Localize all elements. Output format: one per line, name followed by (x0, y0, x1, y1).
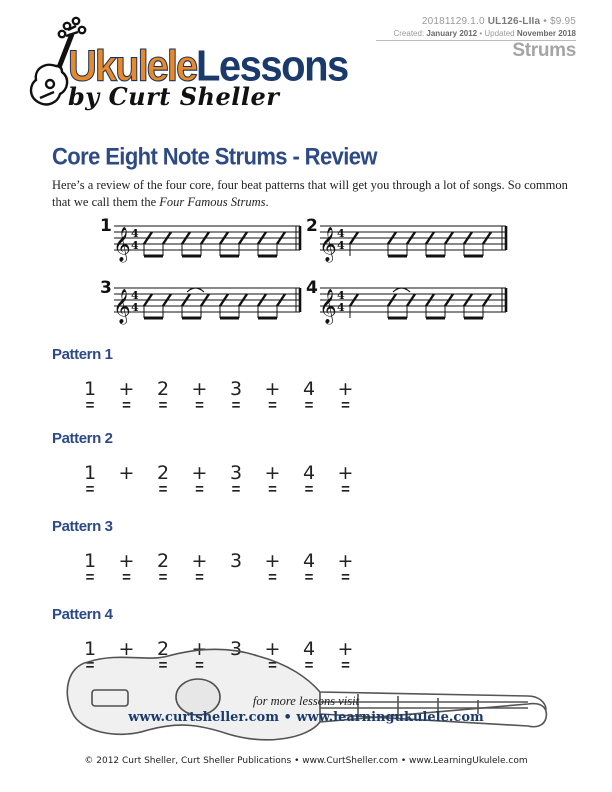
beat-label: 1 (83, 638, 97, 660)
logo-word-lessons: Lessons (196, 41, 348, 91)
time-signature-top: 4 (131, 227, 139, 240)
pattern-heading: Pattern 3 (52, 518, 113, 535)
strum-mark: = (268, 481, 277, 498)
strum-mark: = (341, 657, 350, 674)
strum-mark: = (268, 397, 277, 414)
beat-count (109, 550, 145, 584)
beat-count (291, 378, 327, 412)
strum-mark: = (304, 569, 314, 586)
beat-label: + (118, 462, 135, 484)
pattern-heading: Pattern 1 (52, 346, 113, 363)
notation-measure (306, 278, 506, 325)
time-signature-bottom: 4 (131, 239, 139, 252)
beat-label: + (191, 378, 208, 400)
treble-clef-icon: 𝄞 (319, 227, 337, 262)
no-strum (109, 484, 145, 496)
price: $9.95 (549, 16, 576, 27)
measure-number: 1 (100, 216, 112, 236)
beat-count (72, 378, 108, 412)
product-code: UL126-LIIa (487, 16, 541, 27)
beat-label: + (337, 378, 354, 400)
beat-label: + (337, 462, 354, 484)
treble-clef-icon: 𝄞 (113, 227, 131, 262)
logo-byline: by Curt Sheller (68, 82, 280, 111)
link-separator: • (283, 710, 292, 725)
ukulele-outline-icon (58, 622, 558, 752)
strum-mark: = (85, 397, 95, 414)
time-signature-top: 4 (337, 289, 345, 302)
strum-mark: = (341, 569, 350, 586)
beat-count (218, 462, 254, 496)
strum-mark: = (195, 481, 204, 498)
beat-label: + (264, 638, 281, 660)
beat-label: 1 (83, 378, 97, 400)
strum-mark: = (158, 397, 168, 414)
beat-label: 3 (229, 378, 243, 400)
created-date: January 2012 (426, 29, 478, 38)
time-signature-bottom: 4 (337, 239, 345, 252)
strum-mark: = (195, 657, 204, 674)
beat-count (291, 550, 327, 584)
footer-links (0, 710, 612, 725)
measure-number: 2 (306, 216, 318, 236)
beat-label: 2 (156, 462, 170, 484)
notation-measure (100, 216, 300, 263)
notation-measure (306, 216, 506, 263)
beat-count (255, 462, 291, 496)
strum-mark: = (85, 657, 95, 674)
strum-mark: = (341, 481, 350, 498)
beat-count (145, 550, 181, 584)
strum-mark: = (231, 397, 241, 414)
beat-label: 2 (156, 378, 170, 400)
treble-clef-icon: 𝄞 (113, 289, 131, 324)
beat-label: + (264, 550, 281, 572)
beat-label: 4 (302, 550, 316, 572)
strum-mark: = (158, 657, 168, 674)
time-signature-bottom: 4 (131, 301, 139, 314)
intro-paragraph: Here’s a review of the four core, four beat patterns that will get you through a lot of songs. So common that we call them the Four Famous Strums. (52, 178, 568, 209)
measure-number: 4 (306, 278, 318, 298)
catalog-code: 20181129.1.0 (421, 16, 485, 27)
treble-clef-icon: 𝄞 (319, 289, 337, 324)
beat-count (109, 462, 145, 496)
beat-count (109, 378, 145, 412)
beat-label: + (191, 550, 208, 572)
time-signature-top: 4 (337, 227, 345, 240)
beat-label: 1 (83, 462, 97, 484)
beat-count (72, 550, 108, 584)
page-title: Core Eight Note Strums - Review (52, 143, 377, 170)
beat-label: 3 (229, 550, 243, 572)
strum-mark: = (195, 397, 204, 414)
beat-count (72, 462, 108, 496)
beat-count (255, 378, 291, 412)
beat-label: + (191, 638, 208, 660)
strum-mark: = (304, 657, 314, 674)
strum-mark: = (85, 481, 95, 498)
time-signature-top: 4 (131, 289, 139, 302)
beat-count (218, 378, 254, 412)
beat-label: 4 (302, 462, 316, 484)
logo-word-ukulele: Ukulele (68, 41, 197, 91)
strum-mark: = (158, 569, 168, 586)
beat-label: 2 (156, 638, 170, 660)
beat-label: + (337, 550, 354, 572)
updated-date: November 2018 (516, 29, 576, 38)
strum-mark: = (304, 397, 314, 414)
strum-mark: = (85, 569, 95, 586)
beat-count (218, 550, 254, 584)
strum-mark: = (158, 481, 168, 498)
strum-mark: = (195, 569, 204, 586)
beat-label: + (118, 378, 135, 400)
date-info: Created: January 2012 • Updated November 2018 (393, 29, 576, 38)
no-strum (218, 572, 254, 584)
strum-mark: = (122, 569, 131, 586)
link-learningukulele[interactable]: www.learningukulele.com (296, 710, 484, 725)
beat-count (145, 462, 181, 496)
beat-label: + (264, 378, 281, 400)
beat-label: + (118, 638, 135, 660)
beat-label: 3 (229, 638, 243, 660)
footer-visit-text: for more lessons visit (252, 694, 360, 708)
beat-count (291, 462, 327, 496)
pattern-heading: Pattern 2 (52, 430, 113, 447)
pattern-heading: Pattern 4 (52, 606, 113, 623)
catalog-info: 20181129.1.0 UL126-LIIa • $9.95 (421, 16, 576, 27)
beat-count (182, 462, 218, 496)
beat-label: 2 (156, 550, 170, 572)
note-tie (393, 288, 410, 292)
copyright-line: © 2012 Curt Sheller, Curt Sheller Publications • www.CurtSheller.com • www.LearningUkulele.com (84, 756, 528, 766)
beat-count (328, 550, 364, 584)
intro-emphasis: Four Famous Strums (159, 195, 266, 209)
notation-measure (100, 278, 300, 325)
beat-label: + (118, 550, 135, 572)
category-label: Strums (512, 40, 576, 61)
strum-mark: = (341, 397, 350, 414)
beat-count (328, 378, 364, 412)
strum-mark: = (231, 481, 241, 498)
beat-label: 4 (302, 378, 316, 400)
beat-count (255, 550, 291, 584)
measure-number: 3 (100, 278, 112, 298)
beat-label: 1 (83, 550, 97, 572)
beat-count (182, 378, 218, 412)
beat-count (145, 378, 181, 412)
strum-mark: = (268, 569, 277, 586)
strum-mark: = (122, 397, 131, 414)
note-tie (187, 288, 204, 292)
beat-label: + (191, 462, 208, 484)
beat-label: 4 (302, 638, 316, 660)
beat-label: 3 (229, 462, 243, 484)
strum-mark: = (268, 657, 277, 674)
beat-label: + (264, 462, 281, 484)
beat-count (328, 462, 364, 496)
strum-mark: = (304, 481, 314, 498)
beat-label: + (337, 638, 354, 660)
link-curtsheller[interactable]: www.curtsheller.com (128, 710, 279, 725)
time-signature-bottom: 4 (337, 301, 345, 314)
strum-notation (100, 214, 510, 330)
beat-count (182, 550, 218, 584)
